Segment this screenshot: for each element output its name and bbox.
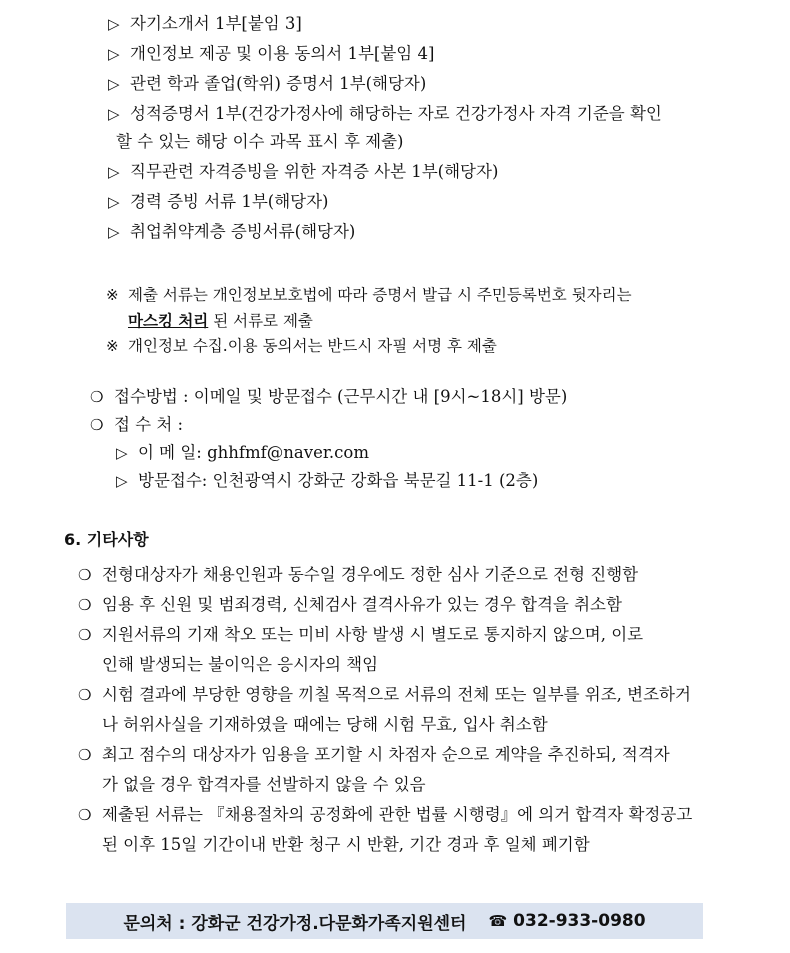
section-6-item-2: ❍ 임용 후 신원 및 범죄경력, 신체검사 결격사유가 있는 경우 합격을 취소함 [78,593,622,617]
circle-bullet-icon: ❍ [90,416,104,434]
submission-place: ❍ 접 수 처 : [90,413,183,437]
telephone-icon: ☎ [488,912,508,930]
document-item-2: ▷ 개인정보 제공 및 이용 동의서 1부[붙임 4] [108,42,434,66]
submission-email: ▷ 이 메 일: ghhfmf@naver.com [116,441,369,465]
circle-bullet-icon: ❍ [78,626,92,644]
section-6-item-6-continuation: 된 이후 15일 기간이내 반환 청구 시 반환, 기간 경과 후 일체 폐기함 [102,835,590,854]
contact-phone: 032-933-0980 [513,911,646,931]
triangle-bullet-icon: ▷ [108,105,120,123]
triangle-bullet-icon: ▷ [116,444,128,462]
masking-emphasis: 마스킹 처리 [128,312,209,330]
section-6-item-3-continuation: 인해 발생되는 불이익은 응시자의 책임 [102,655,379,674]
contact-footer [66,903,703,939]
section-6-item-1: ❍ 전형대상자가 채용인원과 동수일 경우에도 정한 심사 기준으로 전형 진행함 [78,563,638,587]
document-item-5: ▷ 직무관련 자격증빙을 위한 자격증 사본 1부(해당자) [108,160,498,184]
triangle-bullet-icon: ▷ [108,193,120,211]
note-2: ※ 개인정보 수집.이용 동의서는 반드시 자필 서명 후 제출 [106,334,497,358]
submission-method: ❍ 접수방법 : 이메일 및 방문접수 (근무시간 내 [9시~18시] 방문) [90,385,567,409]
circle-bullet-icon: ❍ [90,388,104,406]
submission-visit: ▷ 방문접수: 인천광역시 강화군 강화읍 북문길 11-1 (2층) [116,469,538,493]
document-item-4-continuation: 할 수 있는 해당 이수 과목 표시 후 제출) [116,132,404,151]
circle-bullet-icon: ❍ [78,596,92,614]
document-item-1: ▷ 자기소개서 1부[붙임 3] [108,12,302,36]
reference-mark-icon: ※ [106,286,119,304]
reference-mark-icon: ※ [106,337,119,355]
section-6-item-6: ❍ 제출된 서류는 『채용절차의 공정화에 관한 법률 시행령』에 의거 합격자 확정공고 [78,803,692,827]
circle-bullet-icon: ❍ [78,566,92,584]
circle-bullet-icon: ❍ [78,686,92,704]
circle-bullet-icon: ❍ [78,746,92,764]
contact-label: 문의처 : 강화군 건강가정.다문화가족지원센터 [123,913,467,934]
document-item-6: ▷ 경력 증빙 서류 1부(해당자) [108,190,329,214]
section-6-heading: 6. 기타사항 [64,530,149,549]
note-1: ※ 제출 서류는 개인정보보호법에 따라 증명서 발급 시 주민등록번호 뒷자리는 [106,283,632,307]
document-item-7: ▷ 취업취약계층 증빙서류(해당자) [108,220,355,244]
document-item-3: ▷ 관련 학과 졸업(학위) 증명서 1부(해당자) [108,72,426,96]
section-6-item-5: ❍ 최고 점수의 대상자가 임용을 포기할 시 차점자 순으로 계약을 추진하되, 적격자 [78,743,670,767]
triangle-bullet-icon: ▷ [108,45,120,63]
section-6-item-5-continuation: 가 없을 경우 합격자를 선발하지 않을 수 있음 [102,775,426,794]
section-6-item-4: ❍ 시험 결과에 부당한 영향을 끼칠 목적으로 서류의 전체 또는 일부를 위조, 변조하거 [78,683,691,707]
section-6-item-4-continuation: 나 허위사실을 기재하였을 때에는 당해 시험 무효, 입사 취소함 [102,715,548,734]
triangle-bullet-icon: ▷ [108,75,120,93]
section-6-item-3: ❍ 지원서류의 기재 착오 또는 미비 사항 발생 시 별도로 통지하지 않으며, 이로 [78,623,643,647]
circle-bullet-icon: ❍ [78,806,92,824]
triangle-bullet-icon: ▷ [108,223,120,241]
document-item-4: ▷ 성적증명서 1부(건강가정사에 해당하는 자로 건강가정사 자격 기준을 확인 [108,102,662,126]
triangle-bullet-icon: ▷ [108,163,120,181]
triangle-bullet-icon: ▷ [108,15,120,33]
triangle-bullet-icon: ▷ [116,472,128,490]
note-1-continuation: 마스킹 처리 된 서류로 제출 [128,312,313,330]
